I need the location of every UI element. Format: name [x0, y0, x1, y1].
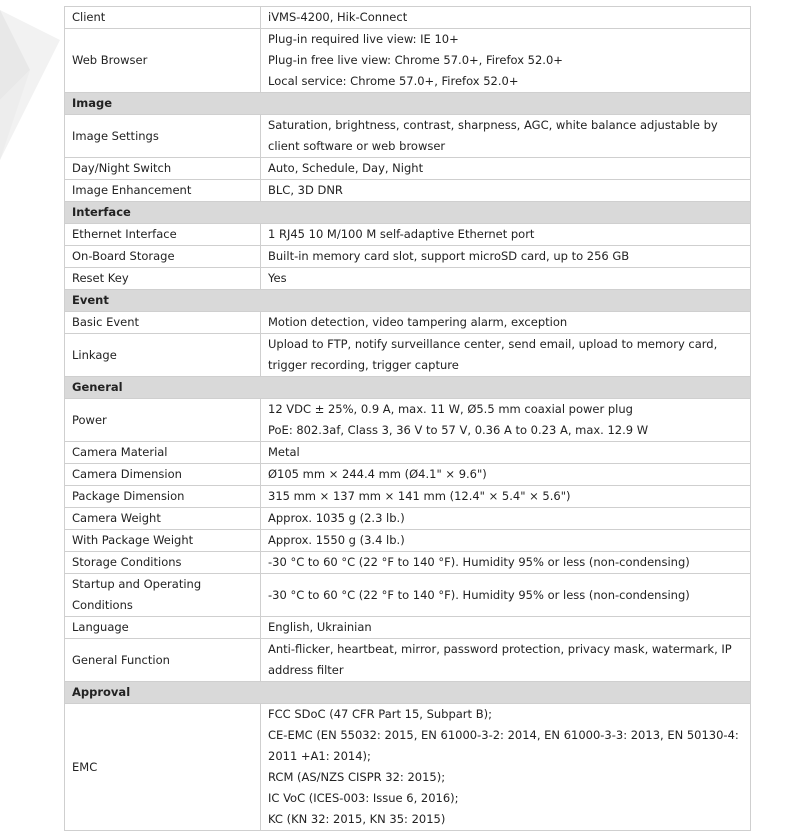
spec-key: Image Settings [65, 115, 261, 158]
section-header [65, 290, 751, 312]
spec-value [261, 617, 751, 639]
spec-key: Linkage [65, 334, 261, 377]
spec-key: Startup and Operating Conditions [65, 574, 261, 617]
spec-value [261, 180, 751, 202]
spec-key: Image Enhancement [65, 180, 261, 202]
spec-row [65, 464, 751, 486]
spec-value [261, 158, 751, 180]
section-title: General [65, 377, 751, 399]
spec-value-line: FCC SDoC (47 CFR Part 15, Subpart B); [268, 707, 492, 721]
section-header [65, 93, 751, 115]
spec-value [261, 7, 751, 29]
spec-key: Reset Key [65, 268, 261, 290]
section-title: Interface [65, 202, 751, 224]
spec-value [261, 530, 751, 552]
spec-key: Camera Material [65, 442, 261, 464]
spec-value [261, 399, 751, 442]
spec-key: On-Board Storage [65, 246, 261, 268]
spec-value-line: Auto, Schedule, Day, Night [268, 161, 424, 175]
spec-value [261, 224, 751, 246]
spec-value [261, 334, 751, 377]
spec-key: Language [65, 617, 261, 639]
spec-table-body [65, 7, 751, 831]
spec-value [261, 268, 751, 290]
spec-row [65, 530, 751, 552]
spec-value [261, 115, 751, 158]
spec-value [261, 486, 751, 508]
spec-value [261, 312, 751, 334]
spec-row [65, 399, 751, 442]
spec-value-line: 315 mm × 137 mm × 141 mm (12.4" × 5.4" × 5.6") [268, 489, 571, 503]
spec-value-line: KC (KN 32: 2015, KN 35: 2015) [268, 812, 446, 826]
spec-value-line: -30 °C to 60 °C (22 °F to 140 °F). Humidity 95% or less (non-condensing) [268, 555, 690, 569]
section-title: Approval [65, 682, 751, 704]
spec-key: Camera Weight [65, 508, 261, 530]
spec-row [65, 180, 751, 202]
spec-value-line: Yes [268, 271, 287, 285]
section-title: Event [65, 290, 751, 312]
spec-table [64, 6, 751, 831]
spec-row [65, 224, 751, 246]
spec-row [65, 508, 751, 530]
spec-value [261, 574, 751, 617]
spec-value-line: Local service: Chrome 57.0+, Firefox 52.0+ [268, 74, 519, 88]
spec-key: Camera Dimension [65, 464, 261, 486]
spec-row [65, 158, 751, 180]
spec-value-line: CE-EMC (EN 55032: 2015, EN 61000-3-2: 2014, EN 61000-3-3: 2013, EN 50130-4: 2011 +A1: 2014); [268, 728, 739, 763]
spec-value-line: Metal [268, 445, 300, 459]
spec-value [261, 464, 751, 486]
spec-key: Day/Night Switch [65, 158, 261, 180]
spec-row [65, 704, 751, 831]
spec-value-line: Upload to FTP, notify surveillance center, send email, upload to memory card, trigger recording, trigger capture [268, 337, 718, 372]
spec-row [65, 7, 751, 29]
spec-value-line: RCM (AS/NZS CISPR 32: 2015); [268, 770, 446, 784]
spec-row [65, 617, 751, 639]
spec-row [65, 29, 751, 93]
spec-row [65, 552, 751, 574]
spec-value [261, 639, 751, 682]
section-title: Image [65, 93, 751, 115]
spec-key: Client [65, 7, 261, 29]
spec-key: Storage Conditions [65, 552, 261, 574]
spec-value [261, 704, 751, 831]
spec-value-line: Approx. 1550 g (3.4 lb.) [268, 533, 405, 547]
spec-value-line: Built-in memory card slot, support microSD card, up to 256 GB [268, 249, 630, 263]
spec-row [65, 312, 751, 334]
spec-row [65, 334, 751, 377]
spec-key: Ethernet Interface [65, 224, 261, 246]
spec-value [261, 246, 751, 268]
section-header [65, 682, 751, 704]
spec-value-line: Saturation, brightness, contrast, sharpness, AGC, white balance adjustable by client software or web browser [268, 118, 718, 153]
spec-value-line: BLC, 3D DNR [268, 183, 343, 197]
spec-value-line: Ø105 mm × 244.4 mm (Ø4.1" × 9.6") [268, 467, 487, 481]
spec-row [65, 115, 751, 158]
section-header [65, 377, 751, 399]
spec-value-line: -30 °C to 60 °C (22 °F to 140 °F). Humidity 95% or less (non-condensing) [268, 587, 690, 602]
spec-key: General Function [65, 639, 261, 682]
spec-value-line: Plug-in required live view: IE 10+ [268, 32, 459, 46]
spec-value-line: IC VoC (ICES-003: Issue 6, 2016); [268, 791, 459, 805]
spec-key: With Package Weight [65, 530, 261, 552]
spec-row [65, 268, 751, 290]
spec-key: EMC [65, 704, 261, 831]
spec-row [65, 574, 751, 617]
spec-value [261, 552, 751, 574]
spec-row [65, 442, 751, 464]
spec-row [65, 639, 751, 682]
spec-value [261, 442, 751, 464]
spec-value-line: 12 VDC ± 25%, 0.9 A, max. 11 W, Ø5.5 mm coaxial power plug [268, 402, 633, 416]
spec-key: Package Dimension [65, 486, 261, 508]
section-header [65, 202, 751, 224]
spec-key: Basic Event [65, 312, 261, 334]
spec-value-line: Approx. 1035 g (2.3 lb.) [268, 511, 405, 525]
spec-value-line: Plug-in free live view: Chrome 57.0+, Firefox 52.0+ [268, 53, 563, 67]
spec-row [65, 246, 751, 268]
spec-value-line: iVMS-4200, Hik-Connect [268, 10, 408, 24]
spec-value-line: PoE: 802.3af, Class 3, 36 V to 57 V, 0.36 A to 0.23 A, max. 12.9 W [268, 423, 649, 437]
spec-value [261, 508, 751, 530]
watermark-logo-shape [0, 0, 70, 170]
spec-row [65, 486, 751, 508]
spec-key: Power [65, 399, 261, 442]
spec-value-line: Motion detection, video tampering alarm, exception [268, 315, 568, 329]
spec-value-line: English, Ukrainian [268, 620, 372, 634]
spec-key: Web Browser [65, 29, 261, 93]
spec-value [261, 29, 751, 93]
spec-value-line: Anti-flicker, heartbeat, mirror, password protection, privacy mask, watermark, IP address filter [268, 642, 732, 677]
spec-value-line: 1 RJ45 10 M/100 M self-adaptive Ethernet port [268, 227, 535, 241]
